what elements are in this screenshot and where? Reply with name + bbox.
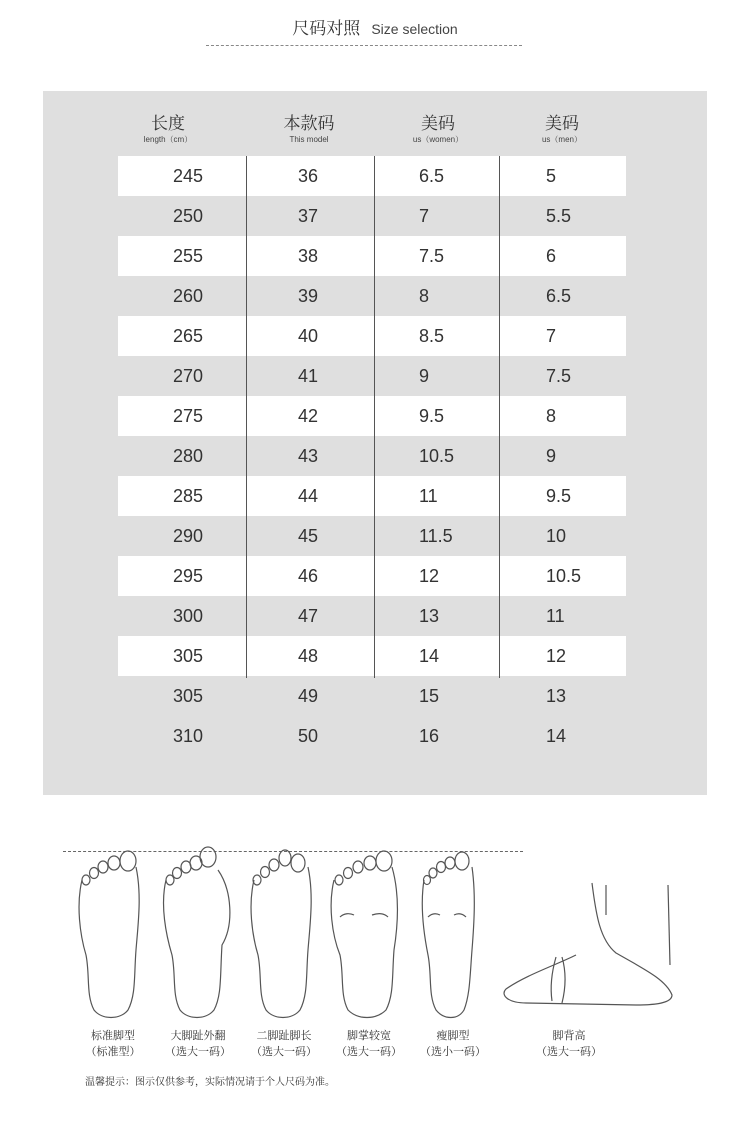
table-row [118,436,626,476]
table-cell: 47 [298,606,319,626]
table-cell: 13 [546,686,567,706]
table-cell: 290 [173,526,204,546]
header-length: 长度 length（cm） [143,114,193,144]
table-row [118,156,626,196]
table-row [118,716,626,756]
table-cell: 14 [419,646,440,666]
foot-label-wide: 脚掌较宽 （选大一码） [336,1029,402,1058]
table-cell: 280 [173,446,204,466]
wide-foot-icon [328,845,400,1020]
table-cell: 11 [419,486,438,506]
table-cell: 9 [546,446,557,466]
table-cell: 6 [546,246,557,266]
foot-label-bunion: 大脚趾外翻 （选大一码） [165,1029,231,1058]
table-row [118,196,626,236]
title-cn: 尺码对照 [292,19,361,39]
table-row [118,236,626,276]
table-cell: 38 [298,246,319,266]
table-cell: 39 [298,286,319,306]
column-divider [499,156,500,678]
header-us-women: 美码 us（women） [412,114,464,144]
table-cell: 260 [173,286,204,306]
table-row [118,596,626,636]
column-divider [246,156,247,678]
long-second-toe-foot-icon [244,845,316,1020]
table-row [118,556,626,596]
table-cell: 8 [546,406,557,426]
table-cell: 44 [298,486,319,506]
size-note: 温馨提示：图示仅供参考，实际情况请于个人尺码为准。 [85,1077,335,1088]
table-cell: 8.5 [419,326,445,346]
table-cell: 10.5 [546,566,582,586]
table-cell: 36 [298,166,319,186]
table-cell: 300 [173,606,204,626]
table-cell: 14 [546,726,567,746]
table-cell: 46 [298,566,319,586]
table-cell: 270 [173,366,204,386]
table-cell: 265 [173,326,204,346]
table-cell: 41 [298,366,319,386]
table-cell: 50 [298,726,319,746]
table-cell: 285 [173,486,204,506]
table-cell: 42 [298,406,319,426]
foot-label-standard: 标准脚型 （标准型） [85,1029,141,1058]
table-cell: 250 [173,206,204,226]
table-cell: 10 [546,526,567,546]
table-cell: 12 [419,566,440,586]
table-row [118,396,626,436]
table-cell: 9 [419,366,430,386]
table-cell: 48 [298,646,319,666]
table-cell: 40 [298,326,319,346]
table-cell: 245 [173,166,204,186]
table-cell: 16 [419,726,440,746]
table-cell: 37 [298,206,319,226]
table-cell: 7.5 [419,246,445,266]
size-table [43,91,707,795]
title-en: Size selection [371,21,458,37]
high-instep-foot-icon [496,845,686,1020]
table-cell: 295 [173,566,204,586]
table-cell: 5 [546,166,557,186]
foot-label-high-instep: 脚背高 （选大一码） [536,1029,602,1058]
table-cell: 310 [173,726,204,746]
table-cell: 9.5 [546,486,572,506]
table-cell: 255 [173,246,204,266]
table-row [118,636,626,676]
page-title [0,14,750,39]
standard-foot-icon [72,845,144,1020]
table-cell: 305 [173,646,204,666]
table-cell: 12 [546,646,567,666]
table-cell: 275 [173,406,204,426]
table-cell: 6.5 [546,286,572,306]
table-cell: 5.5 [546,206,572,226]
table-row [118,276,626,316]
table-cell: 15 [419,686,440,706]
header-us-men: 美码 us（men） [541,114,582,144]
title-divider [206,45,522,46]
table-cell: 9.5 [419,406,445,426]
table-cell: 11 [546,606,565,626]
table-cell: 49 [298,686,319,706]
table-cell: 8 [419,286,430,306]
table-cell: 7 [419,206,430,226]
table-cell: 7 [546,326,557,346]
table-cell: 7.5 [546,366,572,386]
table-cell: 11.5 [419,526,453,546]
table-row [118,476,626,516]
table-row [118,516,626,556]
foot-label-narrow: 瘦脚型 （选小一码） [420,1029,486,1058]
table-cell: 45 [298,526,319,546]
column-divider [374,156,375,678]
foot-label-long-second-toe: 二脚趾脚长 （选大一码） [251,1029,317,1058]
header-this-model: 本款码 This model [283,114,335,144]
table-cell: 305 [173,686,204,706]
table-cell: 6.5 [419,166,445,186]
table-cell: 13 [419,606,440,626]
table-row [118,316,626,356]
narrow-foot-icon [412,845,484,1020]
table-row [118,356,626,396]
table-row [118,676,626,716]
table-cell: 43 [298,446,319,466]
table-cell: 10.5 [419,446,455,466]
bunion-foot-icon [158,845,234,1020]
